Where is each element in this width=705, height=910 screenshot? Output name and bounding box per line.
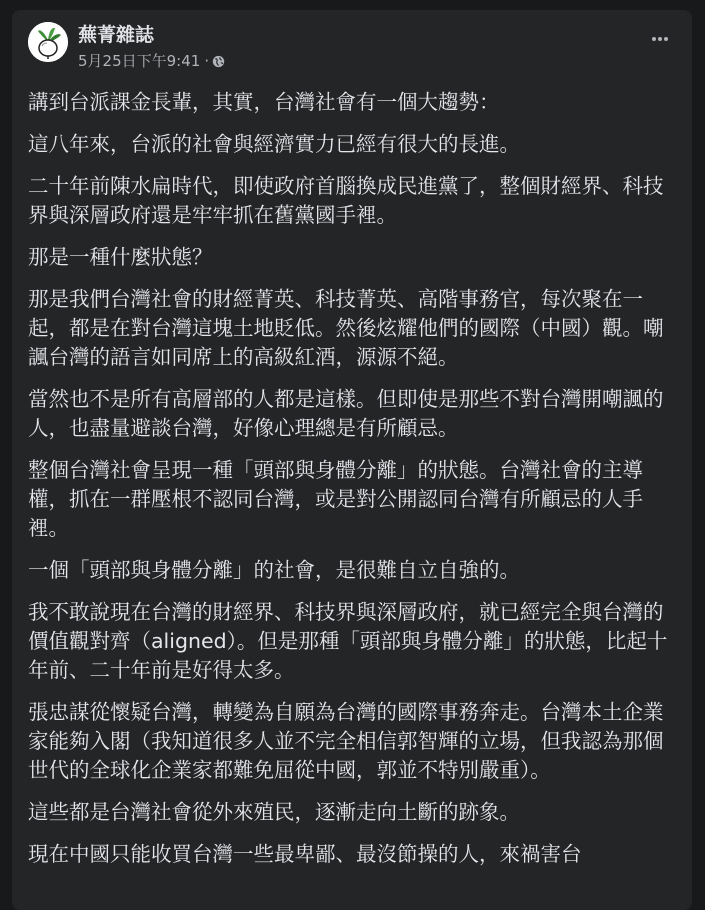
post-meta xyxy=(78,51,225,71)
page-name[interactable]: 蕪菁雜誌 xyxy=(78,24,155,46)
post-paragraph: 講到台派課金長輩，其實，台灣社會有一個大趨勢： xyxy=(28,90,500,114)
globe-icon[interactable] xyxy=(212,55,225,68)
post-timestamp[interactable]: 5月25日下午9:41 xyxy=(78,52,201,70)
more-options-button[interactable] xyxy=(648,26,680,50)
post-card xyxy=(12,10,692,910)
post-paragraph: 一個「頭部與身體分離」的社會，是很難自立自強的。 xyxy=(28,558,520,582)
more-horizontal-icon xyxy=(652,37,656,41)
post-paragraph: 那是我們台灣社會的財經菁英、科技菁英、高階事務官，每次聚在一起，都是在對台灣這塊土地貶低。然後炫耀他們的國際（中國）觀。嘲諷台灣的語言如同席上的高級紅酒，源源不絕。 xyxy=(28,287,664,369)
post-paragraph: 整個台灣社會呈現一種「頭部與身體分離」的狀態。台灣社會的主導權，抓在一群壓根不認同台灣，或是對公開認同台灣有所顧忌的人手裡。 xyxy=(28,458,643,540)
post-paragraph: 這八年來，台派的社會與經濟實力已經有很大的長進。 xyxy=(28,132,520,156)
turnip-logo-icon xyxy=(28,22,68,62)
post-paragraph: 當然也不是所有高層部的人都是這樣。但即使是那些不對台灣開嘲諷的人，也盡量避談台灣，好像心理總是有所顧忌。 xyxy=(28,387,664,440)
post-header xyxy=(28,22,676,78)
post-paragraph: 這些都是台灣社會從外來殖民，逐漸走向土斷的跡象。 xyxy=(28,800,520,824)
post-paragraph: 現在中國只能收買台灣一些最卑鄙、最沒節操的人，來禍害台 xyxy=(28,842,582,866)
more-dot xyxy=(658,37,662,41)
more-dot xyxy=(664,37,668,41)
post-paragraph: 那是一種什麼狀態？ xyxy=(28,245,213,269)
meta-separator: · xyxy=(204,52,210,70)
post-paragraph: 我不敢說現在台灣的財經界、科技界與深層政府，就已經完全與台灣的價值觀對齊（aligned）。但是那種「頭部與身體分離」的狀態，比起十年前、二十年前是好得太多。 xyxy=(28,600,668,682)
post-paragraph: 二十年前陳水扁時代，即使政府首腦換成民進黨了，整個財經界、科技界與深層政府還是牢牢抓在舊黨國手裡。 xyxy=(28,174,664,227)
post-body xyxy=(28,88,680,882)
post-paragraph: 張忠謀從懷疑台灣，轉變為自願為台灣的國際事務奔走。台灣本土企業家能夠入閣（我知道很多人並不完全相信郭智輝的立場，但我認為那個世代的全球化企業家都難免屈從中國，郭並不特別嚴重）。 xyxy=(28,700,664,782)
avatar[interactable] xyxy=(28,22,68,62)
